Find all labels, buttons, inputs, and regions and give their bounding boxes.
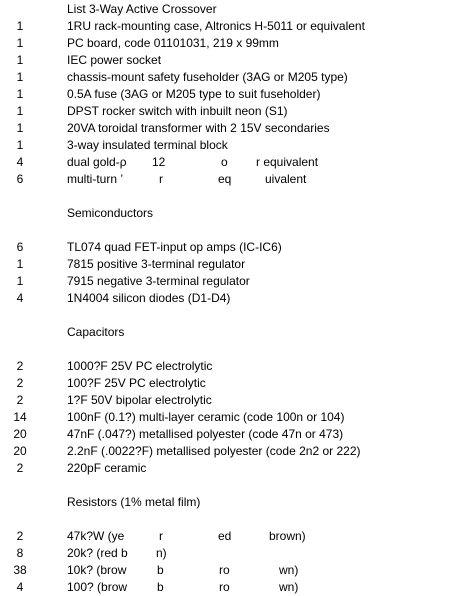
item-desc: chassis-mount safety fuseholder (3AG or M205 type): [67, 70, 348, 84]
item-desc-fragment: ro: [219, 580, 230, 594]
item-qty: 2: [16, 359, 24, 373]
item-desc: 3-way insulated terminal block: [67, 138, 228, 152]
item-qty: 2: [16, 393, 24, 407]
item-desc-fragment: eq: [218, 172, 232, 186]
item-desc: 7915 negative 3-terminal regulator: [67, 274, 250, 288]
item-qty: 14: [13, 410, 27, 424]
item-qty: 2: [16, 529, 24, 543]
item-desc-fragment: n): [156, 546, 167, 560]
item-desc-fragment: o: [221, 155, 228, 169]
document-title: List 3-Way Active Crossover: [67, 2, 217, 16]
item-desc-fragment: wn): [279, 580, 299, 594]
item-desc: 7815 positive 3-terminal regulator: [67, 257, 246, 271]
item-desc-fragment: r equivalent: [256, 155, 319, 169]
item-desc-fragment: 47k?W (ye: [67, 529, 125, 543]
item-desc-fragment: brown): [269, 529, 306, 543]
item-qty: 4: [16, 155, 24, 169]
item-qty: 6: [16, 240, 24, 254]
item-desc-fragment: 12: [152, 155, 166, 169]
item-qty: 1: [16, 19, 24, 33]
item-desc: IEC power socket: [67, 53, 162, 67]
section-heading-resistors: Resistors (1% metal film): [67, 495, 201, 509]
item-desc: 1N4004 silicon diodes (D1-D4): [67, 291, 231, 305]
item-qty: 1: [16, 274, 24, 288]
item-desc: 47nF (.047?) metallised polyester (code 47n or 473): [67, 427, 344, 441]
item-qty: 1: [16, 257, 24, 271]
item-desc-fragment: 20k? (red b: [67, 546, 128, 560]
item-desc-fragment: multi-turn ’: [67, 172, 124, 186]
section-heading-semiconductors: Semiconductors: [67, 206, 154, 220]
item-desc-fragment: wn): [279, 563, 299, 577]
item-desc-fragment: dual gold-ρ: [67, 155, 127, 169]
item-desc: 1?F 50V bipolar electrolytic: [67, 393, 212, 407]
item-desc: 220pF ceramic: [67, 461, 147, 475]
item-desc: 100?F 25V PC electrolytic: [67, 376, 206, 390]
item-desc-fragment: ro: [219, 563, 230, 577]
item-desc-fragment: ed: [218, 529, 232, 543]
item-desc: 1000?F 25V PC electrolytic: [67, 359, 213, 373]
item-desc: TL074 quad FET-input op amps (IC-IC6): [67, 240, 282, 254]
item-desc: 20VA toroidal transformer with 2 15V secondaries: [67, 121, 330, 135]
item-desc: 2.2nF (.0022?F) metallised polyester (code 2n2 or 222): [67, 444, 361, 458]
item-qty: 20: [13, 427, 27, 441]
item-desc: PC board, code 01101031, 219 x 99mm: [67, 36, 279, 50]
section-heading-capacitors: Capacitors: [67, 325, 125, 339]
item-desc-fragment: b: [157, 563, 164, 577]
item-desc: 100nF (0.1?) multi-layer ceramic (code 100n or 104): [67, 410, 345, 424]
item-qty: 4: [16, 580, 24, 594]
item-qty: 1: [16, 36, 24, 50]
item-qty: 1: [16, 138, 24, 152]
item-qty: 1: [16, 53, 24, 67]
item-desc-fragment: uivalent: [265, 172, 307, 186]
item-qty: 1: [16, 87, 24, 101]
item-qty: 4: [16, 291, 24, 305]
item-qty: 1: [16, 121, 24, 135]
item-qty: 1: [16, 104, 24, 118]
item-desc: 1RU rack-mounting case, Altronics H-5011 or equivalent: [67, 19, 365, 33]
item-qty: 2: [16, 461, 24, 475]
item-desc-fragment: b: [157, 580, 164, 594]
item-qty: 20: [13, 444, 27, 458]
item-desc-fragment: r: [159, 529, 163, 543]
item-qty: 38: [13, 563, 27, 577]
item-qty: 2: [16, 376, 24, 390]
item-desc-fragment: r: [159, 172, 163, 186]
item-qty: 8: [16, 546, 24, 560]
item-desc: DPST rocker switch with inbuilt neon (S1): [67, 104, 288, 118]
item-qty: 6: [16, 172, 24, 186]
item-desc-fragment: 10k? (brow: [67, 563, 127, 577]
item-desc: 0.5A fuse (3AG or M205 type to suit fuseholder): [67, 87, 321, 101]
item-desc-fragment: 100? (brow: [67, 580, 128, 594]
item-qty: 1: [16, 70, 24, 84]
